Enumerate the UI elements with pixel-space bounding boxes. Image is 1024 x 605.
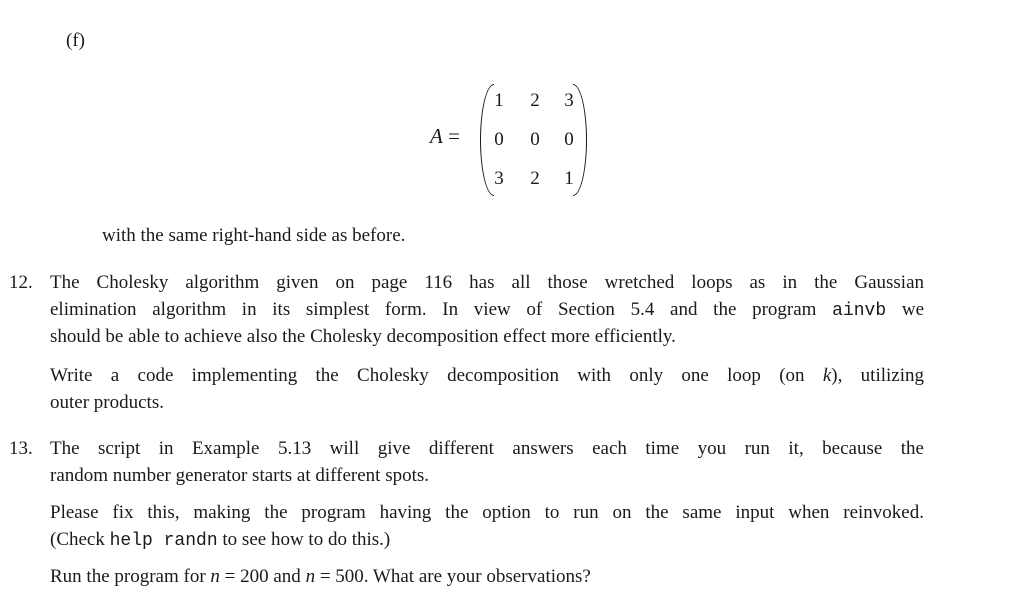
matrix-cell: 1 — [564, 168, 574, 189]
problem-12-line-2: elimination algorithm in its simplest form. In view of Section 5.4 and the program ainvb we — [50, 299, 924, 321]
problem-13-line-3: Please fix this, making the program having the option to run on the same input when reinvoked. — [50, 502, 924, 523]
problem-number: 13. — [9, 438, 33, 459]
matrix-cell: 2 — [530, 90, 540, 111]
matrix-cell: 3 — [494, 168, 504, 189]
problem-13-line-2: random number generator starts at different spots. — [50, 465, 430, 486]
matrix-cell: 2 — [530, 168, 540, 189]
matrix-cell: 0 — [494, 129, 504, 150]
after-matrix-text: with the same right-hand side as before. — [102, 225, 406, 246]
matrix-cell: 0 — [564, 129, 574, 150]
matrix-cell: 3 — [564, 90, 574, 111]
code-ainvb: ainvb — [832, 301, 887, 321]
problem-13-line-5: Run the program for n = 200 and n = 500. What are your observations? — [50, 566, 591, 587]
problem-13-line-1: The script in Example 5.13 will give different answers each time you run it, because the — [50, 438, 924, 459]
matrix-cell: 0 — [530, 129, 540, 150]
variable-n: n — [305, 566, 316, 587]
problem-12-line-1: The Cholesky algorithm given on page 116 has all those wretched loops as in the Gaussian — [50, 272, 924, 293]
problem-13-line-4: (Check help randn to see how to do this.) — [50, 529, 391, 551]
matrix-name: A — [430, 124, 443, 148]
problem-12-line-5: outer products. — [50, 392, 164, 413]
matrix-equals: = — [448, 124, 460, 148]
code-help-randn: help randn — [109, 531, 218, 551]
problem-number: 12. — [9, 272, 33, 293]
subpart-label: (f) — [66, 30, 85, 51]
matrix-cell: 1 — [494, 90, 504, 111]
problem-12-line-4: Write a code implementing the Cholesky decomposition with only one loop (on k), utilizing — [50, 365, 924, 386]
variable-n: n — [210, 566, 220, 587]
variable-k: k — [822, 365, 832, 386]
problem-12-line-3: should be able to achieve also the Cholesky decomposition effect more efficiently. — [50, 326, 676, 347]
